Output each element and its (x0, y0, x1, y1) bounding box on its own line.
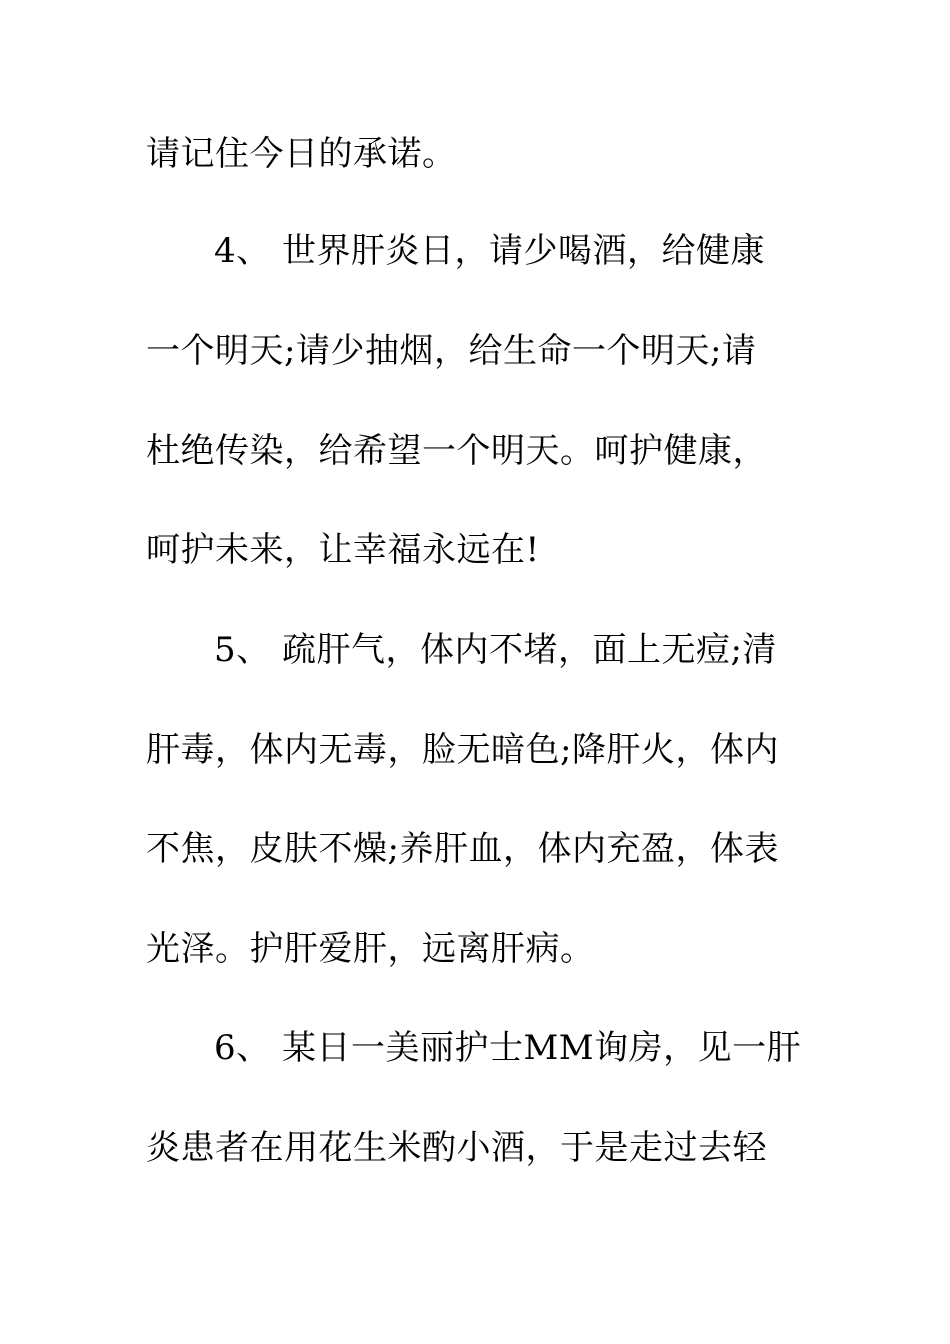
text-line-5: 呵护未来，让幸福永远在! (146, 530, 540, 570)
text-line-11: 炎患者在用花生米酌小酒，于是走过去轻 (146, 1128, 767, 1168)
text-line-2: 4、 世界肝炎日，请少喝酒，给健康 (214, 231, 765, 271)
text-line-4: 杜绝传染，给希望一个明天。呵护健康， (146, 431, 767, 471)
text-line-10: 6、 某日一美丽护士MM询房，见一肝 (214, 1028, 802, 1068)
text-line-7: 肝毒，体内无毒，脸无暗色;降肝火，体内 (146, 730, 779, 770)
text-line-1: 请记住今日的承诺。 (146, 134, 457, 174)
text-line-9: 光泽。护肝爱肝，远离肝病。 (146, 929, 595, 969)
text-line-3: 一个明天;请少抽烟，给生命一个明天;请 (146, 331, 757, 371)
text-line-6: 5、 疏肝气，体内不堵，面上无痘;清 (214, 630, 777, 670)
text-line-8: 不焦，皮肤不燥;养肝血，体内充盈，体表 (146, 829, 779, 869)
